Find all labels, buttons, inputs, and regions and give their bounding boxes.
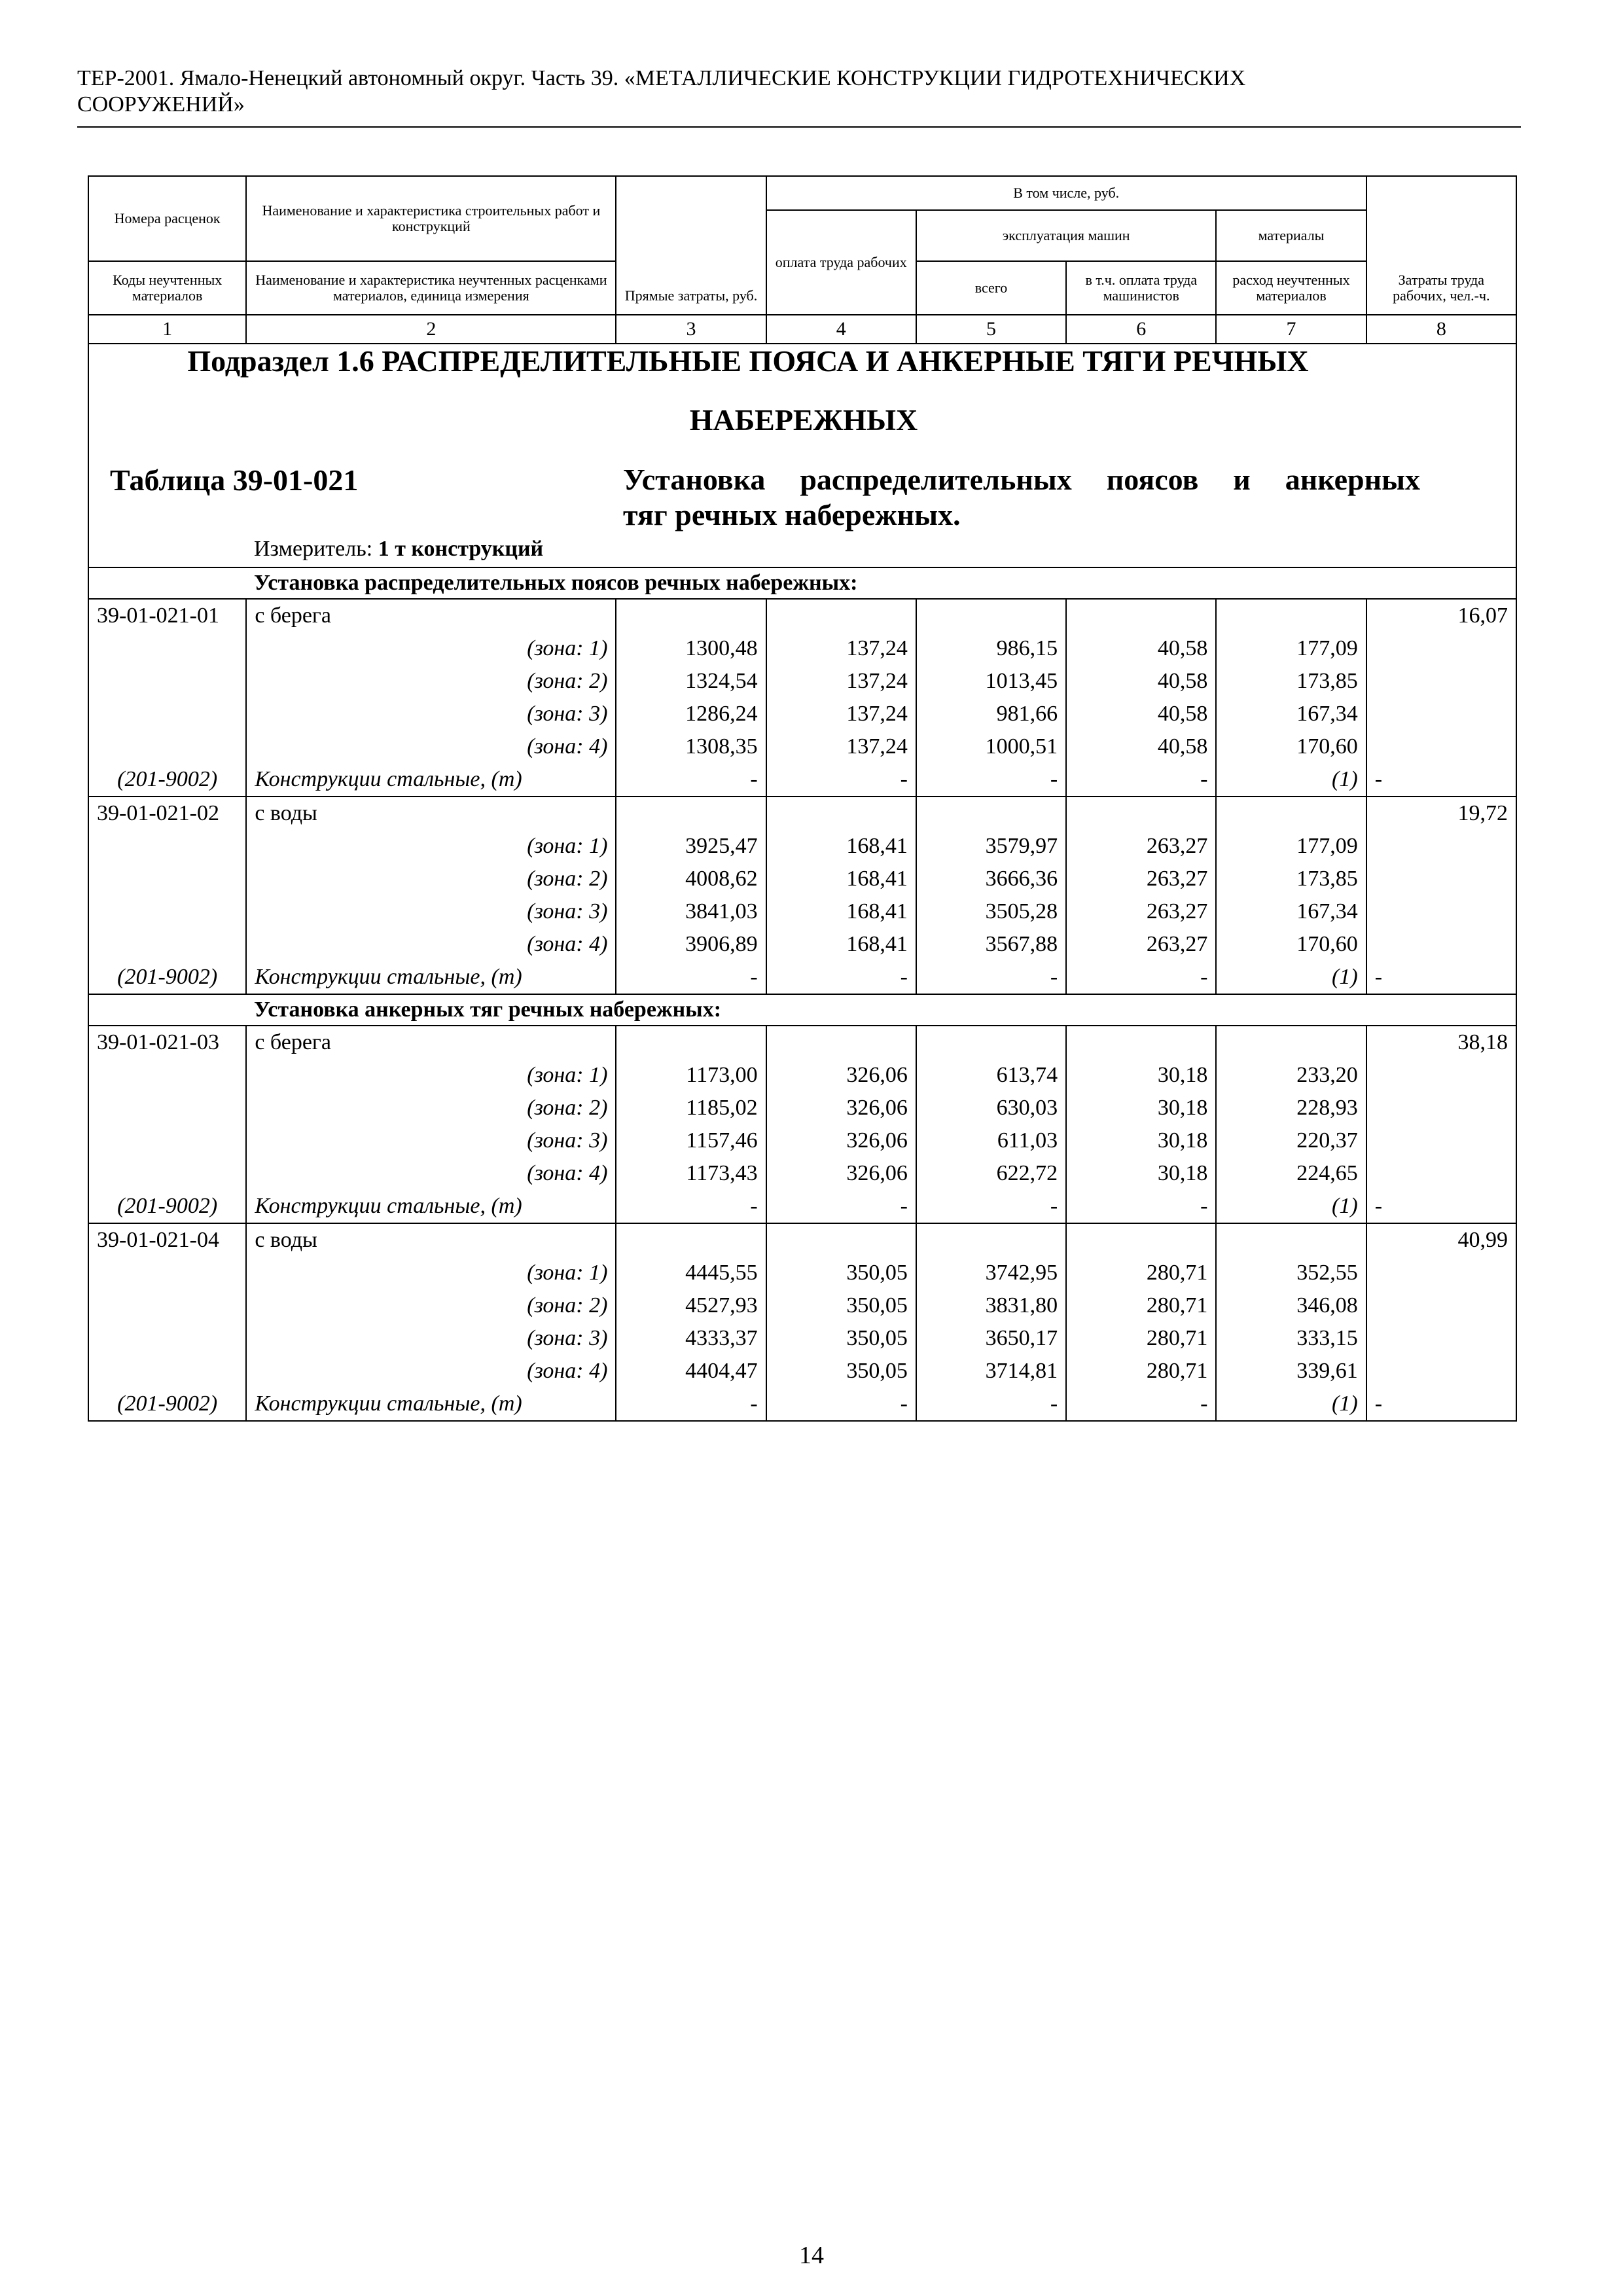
material-row	[88, 961, 1516, 994]
operator-wage-header: в т.ч. оплата труда машинистов	[1066, 261, 1216, 315]
empty-cell	[88, 1322, 246, 1355]
machines-header: эксплуатация машин	[916, 210, 1217, 261]
dash-cell: -	[616, 961, 766, 994]
dash-cell: -	[1366, 1388, 1516, 1421]
material-code: (201-9002)	[88, 1190, 246, 1223]
empty-cell	[1366, 1257, 1516, 1289]
empty-cell	[88, 863, 246, 895]
column-number: 5	[916, 315, 1066, 344]
zone-label: (зона: 1)	[246, 632, 616, 665]
rate-name: с воды	[246, 1223, 616, 1257]
materials-cost: 177,09	[1216, 632, 1366, 665]
empty-cell	[1066, 1026, 1216, 1059]
zone-row	[88, 1289, 1516, 1322]
worker-wage: 137,24	[766, 730, 916, 763]
empty-cell	[1366, 698, 1516, 730]
material-quantity: (1)	[1216, 961, 1366, 994]
zone-label: (зона: 3)	[246, 1124, 616, 1157]
empty-cell	[766, 1026, 916, 1059]
zone-row	[88, 1322, 1516, 1355]
materials-header: материалы	[1216, 210, 1366, 261]
material-quantity: (1)	[1216, 1190, 1366, 1223]
empty-cell	[616, 1026, 766, 1059]
header-line-1: ТЕР-2001. Ямало-Ненецкий автономный округ. Часть 39. «МЕТАЛЛИЧЕСКИЕ КОНСТРУКЦИИ ГИДРОТЕХНИЧЕСКИХ	[77, 66, 1246, 90]
zone-label: (зона: 2)	[246, 863, 616, 895]
dash-cell: -	[766, 961, 916, 994]
empty-cell	[1366, 863, 1516, 895]
operator-wage: 280,71	[1066, 1322, 1216, 1355]
machines-total: 981,66	[916, 698, 1066, 730]
empty-cell	[88, 632, 246, 665]
zone-label: (зона: 3)	[246, 895, 616, 928]
zone-label: (зона: 4)	[246, 1157, 616, 1190]
zone-row	[88, 730, 1516, 763]
rate-code: 39-01-021-03	[88, 1026, 246, 1059]
machines-total: 3831,80	[916, 1289, 1066, 1322]
zone-label: (зона: 2)	[246, 1289, 616, 1322]
col2-top-header: Наименование и характеристика строительных работ и конструкций	[246, 176, 616, 261]
operator-wage: 280,71	[1066, 1355, 1216, 1388]
column-number: 2	[246, 315, 616, 344]
materials-cost: 173,85	[1216, 665, 1366, 698]
labor-value: 40,99	[1366, 1223, 1516, 1257]
direct-cost: 1173,00	[616, 1059, 766, 1092]
empty-cell	[1216, 1026, 1366, 1059]
dash-cell: -	[766, 1388, 916, 1421]
machines-total: 986,15	[916, 632, 1066, 665]
worker-wage-header: оплата труда рабочих	[766, 210, 916, 315]
zone-row	[88, 928, 1516, 961]
labor-value: 38,18	[1366, 1026, 1516, 1059]
dash-cell: -	[616, 763, 766, 797]
zone-row	[88, 863, 1516, 895]
operator-wage: 263,27	[1066, 830, 1216, 863]
machines-total: 3579,97	[916, 830, 1066, 863]
operator-wage: 263,27	[1066, 863, 1216, 895]
operator-wage: 30,18	[1066, 1124, 1216, 1157]
operator-wage: 280,71	[1066, 1257, 1216, 1289]
direct-cost: 1173,43	[616, 1157, 766, 1190]
dash-cell: -	[766, 763, 916, 797]
direct-cost: 1286,24	[616, 698, 766, 730]
operator-wage: 30,18	[1066, 1157, 1216, 1190]
empty-cell	[88, 1355, 246, 1388]
materials-cost: 220,37	[1216, 1124, 1366, 1157]
unaccounted-materials-header: расход неучтенных материалов	[1216, 261, 1366, 315]
empty-cell	[88, 1092, 246, 1124]
rate-row	[88, 797, 1516, 830]
column-number: 7	[1216, 315, 1366, 344]
empty-cell	[916, 797, 1066, 830]
direct-cost: 1324,54	[616, 665, 766, 698]
empty-cell	[1366, 632, 1516, 665]
rate-code: 39-01-021-01	[88, 599, 246, 632]
worker-wage: 168,41	[766, 895, 916, 928]
empty-cell	[1366, 665, 1516, 698]
empty-cell	[1366, 1059, 1516, 1092]
material-name: Конструкции стальные, (т)	[246, 961, 616, 994]
empty-cell	[1366, 730, 1516, 763]
empty-cell	[88, 830, 246, 863]
operator-wage: 30,18	[1066, 1059, 1216, 1092]
empty-cell	[616, 1223, 766, 1257]
dash-cell: -	[1366, 961, 1516, 994]
column-number: 4	[766, 315, 916, 344]
direct-cost: 3841,03	[616, 895, 766, 928]
machines-total: 3567,88	[916, 928, 1066, 961]
direct-cost: 1300,48	[616, 632, 766, 665]
empty-cell	[1216, 599, 1366, 632]
machines-total: 3714,81	[916, 1355, 1066, 1388]
dash-cell: -	[1066, 1190, 1216, 1223]
zone-label: (зона: 3)	[246, 1322, 616, 1355]
direct-cost: 4527,93	[616, 1289, 766, 1322]
material-row	[88, 1388, 1516, 1421]
empty-cell	[1366, 1322, 1516, 1355]
empty-cell	[766, 797, 916, 830]
table-body	[88, 567, 1516, 1421]
machines-total: 613,74	[916, 1059, 1066, 1092]
material-code: (201-9002)	[88, 763, 246, 797]
machines-total: 1013,45	[916, 665, 1066, 698]
labor-value: 16,07	[1366, 599, 1516, 632]
direct-cost: 3906,89	[616, 928, 766, 961]
machines-total-header: всего	[916, 261, 1066, 315]
empty-cell	[88, 928, 246, 961]
zone-row	[88, 1059, 1516, 1092]
column-number: 1	[88, 315, 246, 344]
header-divider	[77, 126, 1521, 128]
group-title-row	[88, 994, 1516, 1026]
empty-cell	[616, 797, 766, 830]
zone-label: (зона: 1)	[246, 1257, 616, 1289]
rate-code: 39-01-021-04	[88, 1223, 246, 1257]
empty-cell	[1216, 797, 1366, 830]
zone-label: (зона: 1)	[246, 1059, 616, 1092]
machines-total: 3666,36	[916, 863, 1066, 895]
direct-cost: 4008,62	[616, 863, 766, 895]
worker-wage: 137,24	[766, 632, 916, 665]
empty-cell	[916, 1026, 1066, 1059]
measurement-unit-value: 1 т конструкций	[378, 537, 544, 561]
operator-wage: 40,58	[1066, 665, 1216, 698]
empty-cell	[616, 599, 766, 632]
rate-code: 39-01-021-02	[88, 797, 246, 830]
materials-cost: 224,65	[1216, 1157, 1366, 1190]
empty-cell	[1066, 599, 1216, 632]
table-title-continued: тяг речных набережных.	[623, 498, 961, 531]
section-title-continued: НАБЕРЕЖНЫХ	[689, 403, 918, 437]
column-number: 6	[1066, 315, 1216, 344]
zone-label: (зона: 4)	[246, 730, 616, 763]
materials-cost: 228,93	[1216, 1092, 1366, 1124]
materials-cost: 333,15	[1216, 1322, 1366, 1355]
empty-cell	[88, 698, 246, 730]
direct-costs-header: Прямые затраты, руб.	[616, 176, 766, 315]
col1-bottom-header: Коды неучтенных материалов	[88, 261, 246, 315]
material-name: Конструкции стальные, (т)	[246, 1190, 616, 1223]
dash-cell: -	[1366, 763, 1516, 797]
table-title: Установка распределительных поясов и анкерных	[623, 463, 1420, 496]
operator-wage: 30,18	[1066, 1092, 1216, 1124]
rate-name: с воды	[246, 797, 616, 830]
empty-cell	[88, 1157, 246, 1190]
dash-cell: -	[1066, 961, 1216, 994]
section-block	[88, 344, 1516, 567]
direct-cost: 3925,47	[616, 830, 766, 863]
material-code: (201-9002)	[88, 1388, 246, 1421]
worker-wage: 350,05	[766, 1289, 916, 1322]
machines-total: 3505,28	[916, 895, 1066, 928]
empty-cell	[766, 1223, 916, 1257]
worker-wage: 137,24	[766, 665, 916, 698]
empty-cell	[1366, 830, 1516, 863]
empty-cell	[88, 895, 246, 928]
operator-wage: 263,27	[1066, 928, 1216, 961]
worker-wage: 350,05	[766, 1355, 916, 1388]
direct-cost: 1308,35	[616, 730, 766, 763]
operator-wage: 280,71	[1066, 1289, 1216, 1322]
dash-cell: -	[766, 1190, 916, 1223]
machines-total: 3650,17	[916, 1322, 1066, 1355]
zone-row	[88, 1157, 1516, 1190]
labor-costs-header: Затраты труда рабочих, чел.-ч.	[1366, 176, 1516, 315]
empty-cell	[1366, 895, 1516, 928]
worker-wage: 168,41	[766, 830, 916, 863]
materials-cost: 233,20	[1216, 1059, 1366, 1092]
worker-wage: 350,05	[766, 1257, 916, 1289]
empty-cell	[1366, 1157, 1516, 1190]
worker-wage: 350,05	[766, 1322, 916, 1355]
header-line-2: СООРУЖЕНИЙ»	[77, 92, 245, 117]
direct-cost: 1185,02	[616, 1092, 766, 1124]
zone-row	[88, 895, 1516, 928]
empty-cell	[88, 665, 246, 698]
material-code: (201-9002)	[88, 961, 246, 994]
material-quantity: (1)	[1216, 763, 1366, 797]
dash-cell: -	[916, 763, 1066, 797]
material-row	[88, 1190, 1516, 1223]
worker-wage: 168,41	[766, 928, 916, 961]
worker-wage: 326,06	[766, 1157, 916, 1190]
dash-cell: -	[916, 961, 1066, 994]
materials-cost: 177,09	[1216, 830, 1366, 863]
empty-cell	[1066, 797, 1216, 830]
materials-cost: 170,60	[1216, 928, 1366, 961]
materials-cost: 173,85	[1216, 863, 1366, 895]
empty-cell	[1366, 1289, 1516, 1322]
materials-cost: 339,61	[1216, 1355, 1366, 1388]
empty-cell	[88, 1124, 246, 1157]
empty-cell	[916, 1223, 1066, 1257]
including-header: В том числе, руб.	[766, 176, 1366, 210]
group-title: Установка анкерных тяг речных набережных:	[88, 994, 1516, 1026]
price-table	[88, 175, 1517, 1422]
table-header	[88, 176, 1516, 344]
dash-cell: -	[916, 1388, 1066, 1421]
rate-row	[88, 599, 1516, 632]
zone-row	[88, 1092, 1516, 1124]
machines-total: 1000,51	[916, 730, 1066, 763]
zone-label: (зона: 4)	[246, 928, 616, 961]
col2-bottom-header: Наименование и характеристика неучтенных расценками материалов, единица измерения	[246, 261, 616, 315]
empty-cell	[1066, 1223, 1216, 1257]
measurement-unit	[254, 533, 543, 565]
materials-cost: 346,08	[1216, 1289, 1366, 1322]
dash-cell: -	[1366, 1190, 1516, 1223]
table-label: Таблица 39-01-021	[110, 463, 359, 497]
empty-cell	[1366, 928, 1516, 961]
zone-row	[88, 632, 1516, 665]
worker-wage: 168,41	[766, 863, 916, 895]
material-quantity: (1)	[1216, 1388, 1366, 1421]
empty-cell	[1216, 1223, 1366, 1257]
worker-wage: 326,06	[766, 1059, 916, 1092]
dash-cell: -	[1066, 1388, 1216, 1421]
section-title: Подраздел 1.6 РАСПРЕДЕЛИТЕЛЬНЫЕ ПОЯСА И АНКЕРНЫЕ ТЯГИ РЕЧНЫХ	[187, 344, 1309, 378]
column-numbers-row	[88, 315, 1516, 344]
empty-cell	[88, 1257, 246, 1289]
zone-label: (зона: 1)	[246, 830, 616, 863]
empty-cell	[916, 599, 1066, 632]
materials-cost: 167,34	[1216, 895, 1366, 928]
zone-row	[88, 1257, 1516, 1289]
direct-cost: 4333,37	[616, 1322, 766, 1355]
zone-row	[88, 665, 1516, 698]
material-name: Конструкции стальные, (т)	[246, 1388, 616, 1421]
page-number: 14	[799, 2242, 824, 2269]
rate-row	[88, 1223, 1516, 1257]
empty-cell	[1366, 1092, 1516, 1124]
zone-row	[88, 1355, 1516, 1388]
direct-cost: 4445,55	[616, 1257, 766, 1289]
empty-cell	[1366, 1355, 1516, 1388]
dash-cell: -	[616, 1190, 766, 1223]
machines-total: 611,03	[916, 1124, 1066, 1157]
machines-total: 622,72	[916, 1157, 1066, 1190]
zone-label: (зона: 3)	[246, 698, 616, 730]
rate-name: с берега	[246, 1026, 616, 1059]
materials-cost: 167,34	[1216, 698, 1366, 730]
empty-cell	[88, 1289, 246, 1322]
materials-cost: 170,60	[1216, 730, 1366, 763]
machines-total: 3742,95	[916, 1257, 1066, 1289]
materials-cost: 352,55	[1216, 1257, 1366, 1289]
empty-cell	[1366, 1124, 1516, 1157]
measurement-unit-label: Измеритель:	[254, 537, 378, 561]
operator-wage: 263,27	[1066, 895, 1216, 928]
empty-cell	[88, 730, 246, 763]
zone-row	[88, 830, 1516, 863]
dash-cell: -	[616, 1388, 766, 1421]
zone-label: (зона: 2)	[246, 1092, 616, 1124]
dash-cell: -	[916, 1190, 1066, 1223]
worker-wage: 326,06	[766, 1092, 916, 1124]
worker-wage: 137,24	[766, 698, 916, 730]
zone-label: (зона: 2)	[246, 665, 616, 698]
rate-name: с берега	[246, 599, 616, 632]
col1-top-header: Номера расценок	[88, 176, 246, 261]
worker-wage: 326,06	[766, 1124, 916, 1157]
operator-wage: 40,58	[1066, 698, 1216, 730]
group-title-row	[88, 567, 1516, 599]
document-header	[77, 65, 1517, 118]
column-number: 8	[1366, 315, 1516, 344]
machines-total: 630,03	[916, 1092, 1066, 1124]
rate-row	[88, 1026, 1516, 1059]
group-title: Установка распределительных поясов речных набережных:	[88, 567, 1516, 599]
dash-cell: -	[1066, 763, 1216, 797]
operator-wage: 40,58	[1066, 730, 1216, 763]
direct-cost: 1157,46	[616, 1124, 766, 1157]
material-name: Конструкции стальные, (т)	[246, 763, 616, 797]
column-number: 3	[616, 315, 766, 344]
empty-cell	[766, 599, 916, 632]
zone-label: (зона: 4)	[246, 1355, 616, 1388]
operator-wage: 40,58	[1066, 632, 1216, 665]
labor-value: 19,72	[1366, 797, 1516, 830]
zone-row	[88, 1124, 1516, 1157]
empty-cell	[88, 1059, 246, 1092]
direct-cost: 4404,47	[616, 1355, 766, 1388]
material-row	[88, 763, 1516, 797]
zone-row	[88, 698, 1516, 730]
